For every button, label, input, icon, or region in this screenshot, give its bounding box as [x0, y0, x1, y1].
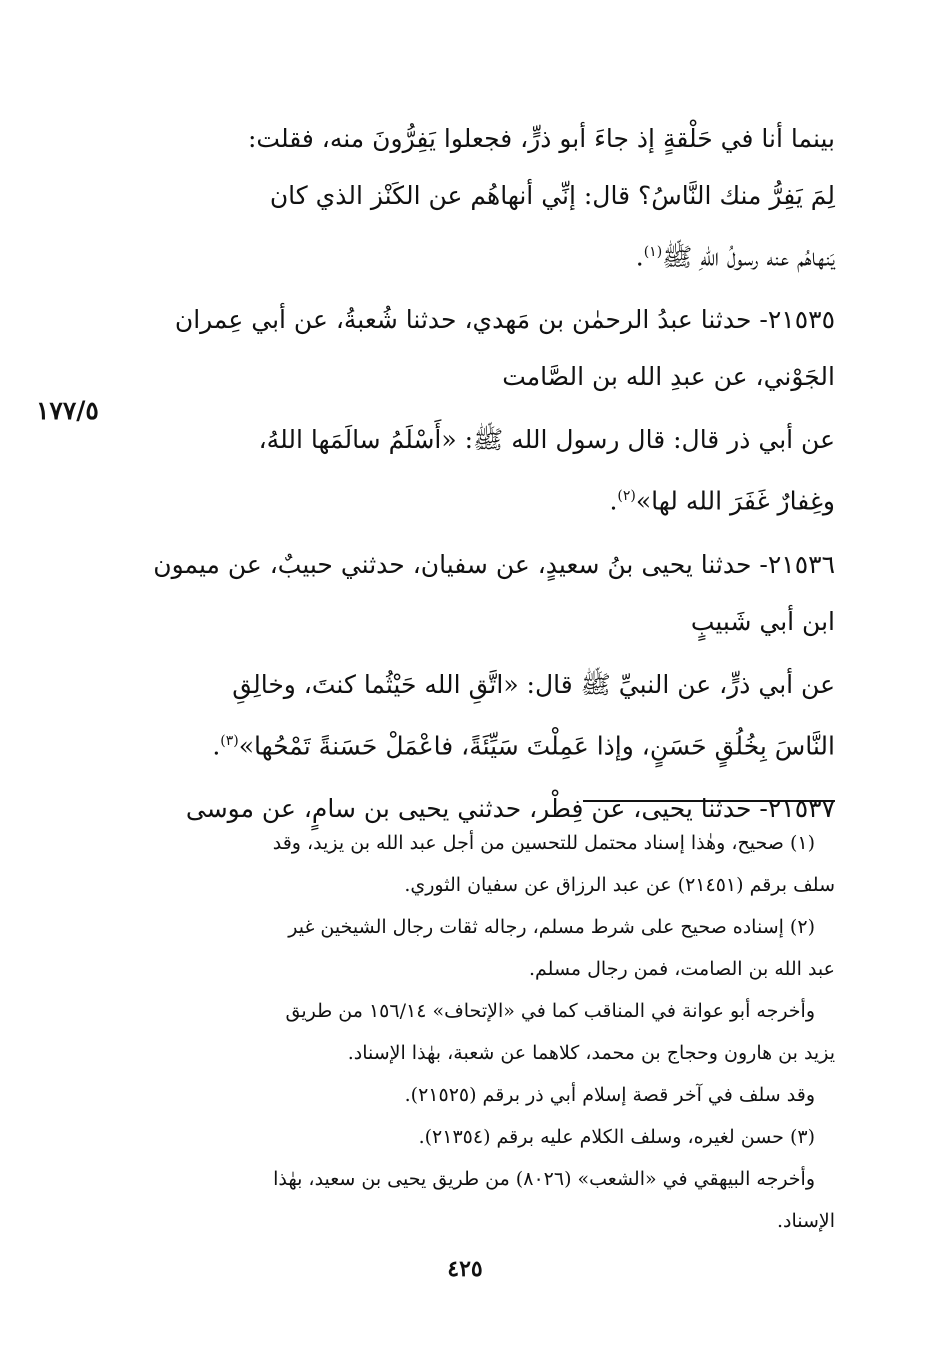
footnote-line: سلف برقم (٢١٤٥١) عن عبد الرزاق عن سفيان الثوري. — [404, 874, 835, 896]
footnote-3: (٣) حسن لغيره، وسلف الكلام عليه برقم (٢١٣٥٤). — [418, 1126, 815, 1148]
hadith-text-21536: عن أبي ذرٍّ، عن النبيِّ ﷺ قال: «اتَّقِ الله حَيْثُما كنتَ، وخالِقِ — [232, 669, 835, 699]
footnote-marker: (١) — [643, 244, 663, 260]
hadith-text-21535: عن أبي ذر قال: قال رسول الله ﷺ: «أَسْلَمُ سالَمَها اللهُ، — [258, 425, 835, 455]
footnote-1: (١) صحيح، وهٰذا إسناد محتمل للتحسين من أجل عبد الله بن يزيد، وقد — [272, 832, 815, 854]
text-line: بينما أنا في حَلْقةٍ إذ جاءَ أبو ذرٍّ، فجعلوا يَفِرُّونَ منه، فقلت: — [248, 124, 835, 153]
text-span: . — [212, 730, 221, 760]
footnote-separator — [583, 800, 835, 802]
text-line — [132, 224, 835, 285]
text-line: ابن أبي شَبيبٍ — [690, 606, 835, 636]
text-span: . — [609, 486, 618, 516]
hadith-chain-21537: ٢١٥٣٧- حدثنا يحيى، عن فِطْر، حدثني يحيى بن سامٍ، عن موسى — [185, 793, 835, 823]
text-line: لِمَ يَفِرُّ منك النَّاسُ؟ قال: إنِّي أنهاهُم عن الكَنْز الذي كان — [269, 181, 835, 210]
text-line — [132, 468, 835, 529]
footnote-line: يزيد بن هارون وحجاج بن محمد، كلاهما عن شعبة، بهٰذا الإسناد. — [347, 1042, 835, 1064]
footnote-line: وقد سلف في آخر قصة إسلام أبي ذر برقم (٢١٥٢٥). — [404, 1084, 815, 1106]
footnote-marker: (٣) — [220, 732, 239, 749]
text-span: . — [635, 242, 644, 272]
text-span: وغِفارٌ غَفَرَ الله لها» — [635, 486, 835, 516]
text-line — [132, 713, 835, 774]
text-span: يَنهاهُم عنه رسولُ اللهِ ﷺ — [662, 242, 835, 272]
footnote-line: وأخرجه أبو عوانة في المناقب كما في «الإتحاف» ١٥٦/١٤ من طريق — [285, 1000, 815, 1022]
footnote-line: الإسناد. — [776, 1210, 835, 1232]
footnotes — [132, 822, 835, 1242]
main-text — [132, 110, 835, 837]
page-number: ٤٢٥ — [447, 1256, 483, 1282]
text-span: النَّاسَ بِخُلُقٍ حَسَنٍ، وإذا عَمِلْتَ سَيِّئَةً، فاعْمَلْ حَسَنةً تَمْحُها» — [238, 730, 835, 760]
footnote-line: عبد الله بن الصامت، فمن رجال مسلم. — [528, 958, 835, 980]
footnote-line: وأخرجه البيهقي في «الشعب» (٨٠٢٦) من طريق يحيى بن سعيد، بهٰذا — [273, 1168, 815, 1190]
footnote-2: (٢) إسناده صحيح على شرط مسلم، رجاله ثقات رجال الشيخين غير — [288, 916, 815, 938]
hadith-chain-21536: ٢١٥٣٦- حدثنا يحيى بنُ سعيدٍ، عن سفيان، حدثني حبيبٌ، عن ميمون — [153, 549, 835, 579]
hadith-chain-21535: ٢١٥٣٥- حدثنا عبدُ الرحمٰن بن مَهدي، حدثنا شُعبةُ، عن أبي عِمران — [174, 305, 835, 335]
footnote-marker: (٢) — [617, 488, 636, 505]
text-line: الجَوْني، عن عبدِ الله بن الصَّامت — [502, 362, 835, 392]
margin-reference: ١٧٧/٥ — [36, 396, 99, 425]
